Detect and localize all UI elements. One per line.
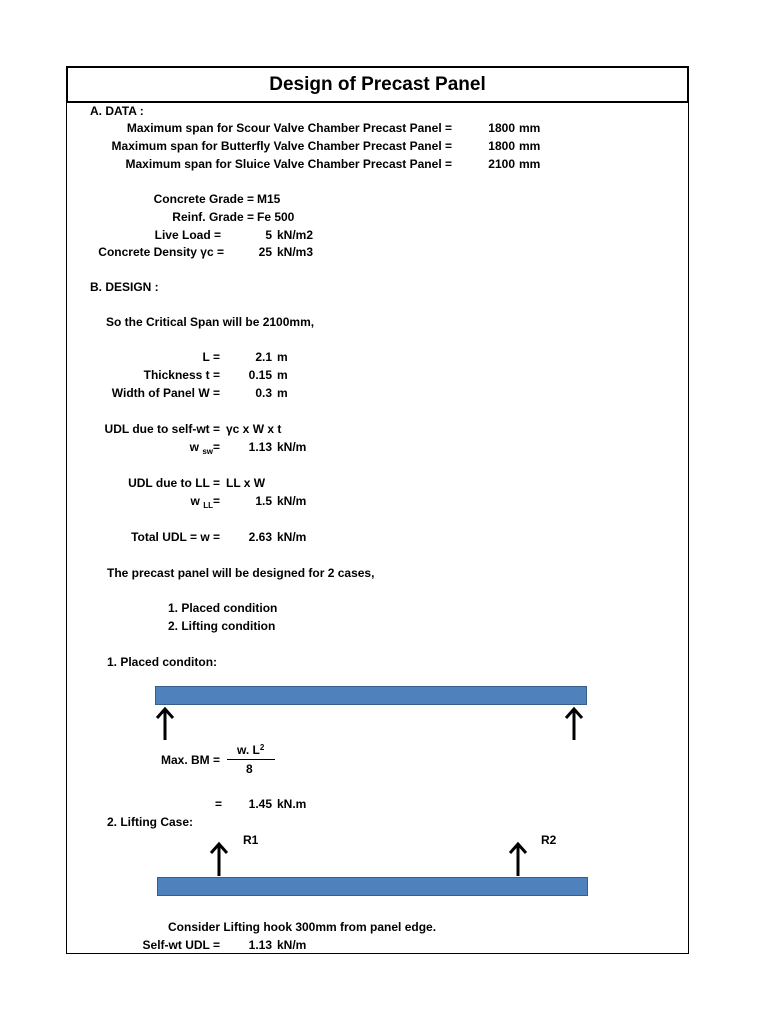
wll-symbol: w $_{LL}$= <box>190 494 220 510</box>
critical-span-text: So the Critical Span will be 2100mm, <box>106 315 315 329</box>
span-unit-scour: mm <box>519 121 541 135</box>
live-load-unit: kN/m2 <box>277 228 314 242</box>
placed-condition-heading: 1. Placed conditon: <box>107 655 218 669</box>
reinf-grade-value: Fe 500 <box>257 210 295 224</box>
total-udl-unit: kN/m <box>277 530 307 544</box>
r1-label: R1 <box>243 833 259 847</box>
density-value: 25 <box>258 245 272 259</box>
span-unit-sluice: mm <box>519 157 541 171</box>
fraction-line <box>227 759 275 760</box>
wsw-symbol: w $_{sw}$= <box>189 440 220 456</box>
section-a-heading: A. DATA : <box>90 104 144 118</box>
width-value: 0.3 <box>255 386 272 400</box>
span-label-scour: Maximum span for Scour Valve Chamber Precast Panel = <box>126 121 452 135</box>
l-value: 2.1 <box>255 350 272 364</box>
selfwt-udl-unit: kN/m <box>277 938 307 952</box>
left-support-arrow-icon <box>155 706 175 742</box>
udl-sw-label: UDL due to self-wt = <box>104 422 220 436</box>
section-b-heading: B. DESIGN : <box>90 280 159 294</box>
r2-arrow-icon <box>508 841 528 877</box>
lifting-beam <box>157 877 588 896</box>
span-label-butterfly: Maximum span for Butterfly Valve Chamber Precast Panel = <box>111 139 452 153</box>
cases-intro: The precast panel will be designed for 2 cases, <box>107 566 375 580</box>
page-title: Design of Precast Panel <box>66 66 689 103</box>
max-bm-label: Max. BM = <box>160 753 220 767</box>
concrete-grade-label: Concrete Grade = <box>153 192 254 206</box>
span-label-sluice: Maximum span for Sluice Valve Chamber Precast Panel = <box>125 157 452 171</box>
span-value-butterfly: 1800 <box>488 139 515 153</box>
bm-equals: = <box>214 797 222 811</box>
wll-value: 1.5 <box>255 494 272 508</box>
width-unit: m <box>277 386 288 400</box>
width-label: Width of Panel W = <box>111 386 220 400</box>
wsw-value: 1.13 <box>248 440 272 454</box>
r2-label: R2 <box>541 833 557 847</box>
thickness-value: 0.15 <box>248 368 272 382</box>
l-unit: m <box>277 350 288 364</box>
wsw-unit: kN/m <box>277 440 307 454</box>
case-1: 1. Placed condition <box>168 601 278 615</box>
total-udl-value: 2.63 <box>248 530 272 544</box>
case-2: 2. Lifting condition <box>168 619 276 633</box>
selfwt-udl-value: 1.13 <box>248 938 272 952</box>
placed-beam <box>155 686 587 705</box>
thickness-label: Thickness t = <box>143 368 220 382</box>
udl-ll-label: UDL due to LL = <box>128 476 220 490</box>
density-unit: kN/m3 <box>277 245 314 259</box>
wll-unit: kN/m <box>277 494 307 508</box>
span-value-scour: 1800 <box>488 121 515 135</box>
bm-denominator: 8 <box>246 762 253 776</box>
l-label: L = <box>202 350 220 364</box>
total-udl-label: Total UDL = w = <box>131 530 220 544</box>
density-label: Concrete Density γc = <box>98 245 224 259</box>
udl-sw-formula: γc x W x t <box>226 422 282 436</box>
span-value-sluice: 2100 <box>488 157 515 171</box>
live-load-label: Live Load = <box>154 228 221 242</box>
span-unit-butterfly: mm <box>519 139 541 153</box>
lifting-case-heading: 2. Lifting Case: <box>107 815 194 829</box>
selfwt-udl-label: Self-wt UDL = <box>142 938 220 952</box>
bm-numerator: w. $L^2$ <box>237 743 265 757</box>
udl-ll-formula: LL x W <box>226 476 266 490</box>
thickness-unit: m <box>277 368 288 382</box>
bm-value: 1.45 <box>248 797 272 811</box>
reinf-grade-label: Reinf. Grade = <box>172 210 254 224</box>
hook-note: Consider Lifting hook 300mm from panel edge. <box>168 920 437 934</box>
concrete-grade-value: M15 <box>257 192 281 206</box>
bm-unit: kN.m <box>277 797 307 811</box>
r1-arrow-icon <box>209 841 229 877</box>
right-support-arrow-icon <box>564 706 584 742</box>
live-load-value: 5 <box>265 228 272 242</box>
